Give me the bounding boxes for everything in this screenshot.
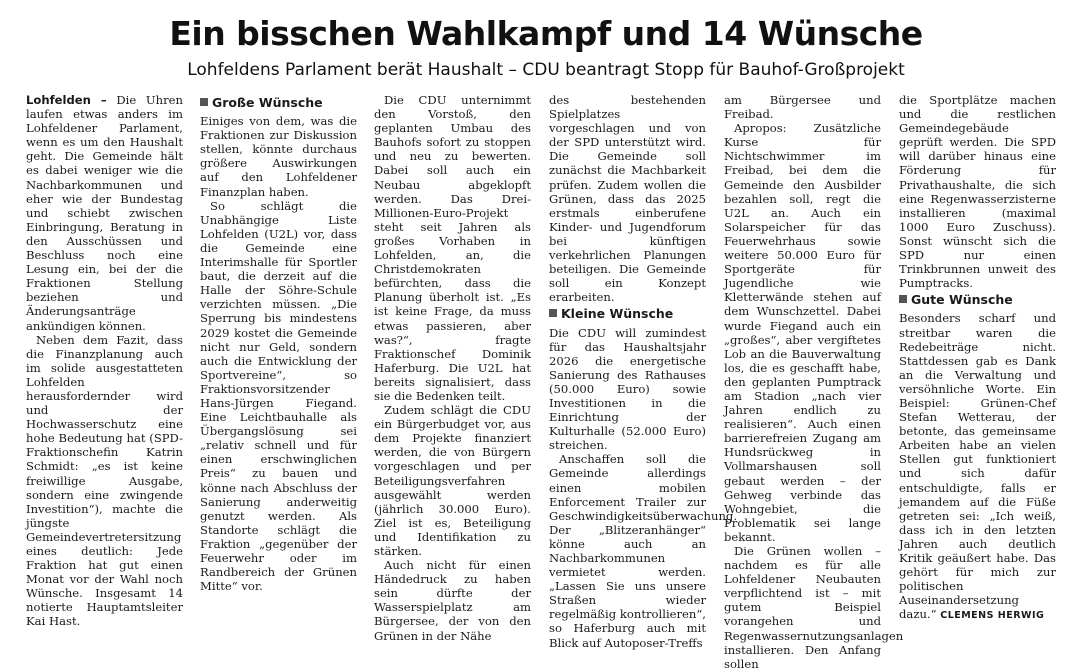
square-bullet-icon bbox=[200, 98, 208, 106]
subheading bbox=[549, 307, 706, 321]
paragraph: Die CDU will zumindest für das Haushaltsjahr 2026 die energetische Sanierung des Rathauses (50.000 Euro) sowie Investitionen in die Einrichtung der Kulturhalle (52.000 Euro) streichen. bbox=[549, 325, 706, 453]
article-headline: Ein bisschen Wahlkampf und 14 Wünsche bbox=[169, 14, 923, 53]
column-4 bbox=[549, 93, 738, 650]
paragraph: am Bürgersee und Freibad. bbox=[724, 93, 881, 122]
column-5 bbox=[724, 93, 904, 671]
paragraph: Einiges von dem, was die Fraktionen zur Diskussion stellen, könnte durchaus größere Auswirkungen auf den Lohfeldener Finanzplan haben. bbox=[200, 114, 357, 199]
paragraph: Zudem schlägt die CDU ein Bürgerbudget vor, aus dem Projekte finanziert werden, die von Bürgern vorgeschlagen und per Beteiligungsverfahren ausgewählt werden (jährlich 30.000 Euro). Ziel ist es, Beteiligung und Identifikation zu stärken. bbox=[374, 403, 531, 558]
paragraph bbox=[899, 311, 1056, 623]
paragraph: Die Grünen wollen – nachdem es für alle Lohfeldener Neubauten verpflichtend ist – mit gutem Beispiel vorangehen und Regenwassernutzungsanlagen installieren. Den Anfang sollen bbox=[724, 544, 904, 671]
paragraph: Auch nicht für einen Händedruck zu haben sein dürfte der Wasserspielplatz am Bürgersee, der von den Grünen in der Nähe bbox=[374, 558, 531, 643]
subheading-text: Große Wünsche bbox=[212, 95, 323, 110]
square-bullet-icon bbox=[899, 295, 907, 303]
square-bullet-icon bbox=[549, 309, 557, 317]
subheading bbox=[200, 96, 357, 110]
dateline: Lohfelden – bbox=[26, 93, 107, 107]
column-3 bbox=[374, 93, 531, 643]
article-subheadline: Lohfeldens Parlament berät Haushalt – CDU beantragt Stopp für Bauhof-Großprojekt bbox=[187, 60, 905, 80]
subheading-text: Kleine Wünsche bbox=[561, 306, 674, 322]
paragraph-text: Die Uhren laufen etwas anders im Lohfeldener Parlament, wenn es um den Haushalt geht. Die Gemeinde hält es dabei weniger wie die Nachbarkommunen und eher wie der Bundestag und schiebt zwischen Einbringung, Beratung in den Ausschüssen und Beschluss noch eine Lesung ein, bei der die Fraktionen Stellung beziehen und Änderungsanträge ankündigen können. bbox=[26, 93, 183, 333]
column-6 bbox=[899, 93, 1056, 623]
paragraph: Anschaffen soll die Gemeinde allerdings einen mobilen Enforcement Trailer zur Geschwindigkeitsüberwachung. Der „Blitzeranhänger“ könne auch an Nachbarkommunen vermietet werden. „Lassen Sie uns unsere Straßen wieder regelmäßig kontrollieren“, so Haferburg auch mit Blick auf Autoposer-Treffs bbox=[549, 452, 738, 650]
paragraph: des bestehenden Spielplatzes vorgeschlagen und von der SPD unterstützt wird. Die Gemeinde soll zunächst die Machbarkeit prüfen. Zudem wollen die Grünen, dass das 2025 erstmals einberufene Kinder- und Jugendforum bei künftigen verkehrlichen Planungen beteiligen. Die Gemeinde soll ein Konzept erarbeiten. bbox=[549, 93, 706, 305]
paragraph: Neben dem Fazit, dass die Finanzplanung auch im solide ausgestatteten Lohfelden herausfordernder wird und der Hochwasserschutz eine hohe Bedeutung hat (SPD-Fraktionschefin Katrin Schmidt: „es ist keine freiwillige Ausgabe, sondern eine zwingende Investition“), machte die jüngste Gemeindevertretersitzung eines deutlich: Jede Fraktion hat gut einen Monat vor der Wahl noch Wünsche. Insgesamt 14 notierte Hauptamtsleiter Kai Hast. bbox=[26, 332, 183, 629]
paragraph bbox=[26, 93, 183, 333]
subheading bbox=[899, 293, 1056, 307]
paragraph: Die CDU unternimmt den Vorstoß, den geplanten Umbau des Bauhofs sofort zu stoppen und neu zu bewerten. Dabei soll auch ein Neubau abgeklopft werden. Das Drei-Millionen-Euro-Projekt steht seit Jahren als großes Vorhaben in Lohfelden, an, die Christdemokraten befürchten, dass die Planung überholt ist. „Es ist keine Frage, da muss etwas passieren, aber was?“, fragte Fraktionschef Dominik Haferburg. Die U2L hat bereits signalisiert, dass sie die Bedenken teilt. bbox=[374, 93, 531, 403]
paragraph-text: Besonders scharf und streitbar waren die Redebeiträge nicht. Stattdessen gab es Dank an die Verwaltung und versöhnliche Worte. Ein Beispiel: Grünen-Chef Stefan Wetterau, der betonte, das gemeinsame Arbeiten habe an vielen Stellen gut funktioniert und sich dafür entschuldigte, falls er jemandem auf die Füße getreten sei: „Ich weiß, dass ich in den letzten Jahren auch deutlich Kritik geäußert habe. Das gehört für mich zur politischen Auseinandersetzung dazu.“ bbox=[899, 311, 1056, 622]
paragraph: die Sportplätze machen und die restlichen Gemeindegebäude geprüft werden. Die SPD will darüber hinaus eine Förderung für Privathaushalte, die sich eine Regenwasserzisterne installieren (maximal 1000 Euro Zuschuss). Sonst wünscht sich die SPD nur einen Trinkbrunnen unweit des Pumptracks. bbox=[899, 93, 1056, 291]
subheading-text: Gute Wünsche bbox=[911, 292, 1013, 308]
column-1 bbox=[26, 93, 183, 629]
paragraph: So schlägt die Unabhängige Liste Lohfelden (U2L) vor, dass die Gemeinde eine Interimshalle für Sportler baut, die derzeit auf die Halle der Söhre-Schule verzichten müssen. „Die Sperrung bis mindestens 2029 kostet die Gemeinde nicht nur Geld, sondern auch die Entwicklung der Sportvereine“, so Fraktionsvorsitzender Hans-Jürgen Fiegand. Eine Leichtbauhalle als Übergangslösung sei „relativ schnell und für einen erschwinglichen Preis“ zu bauen und könne nach Abschluss der Sanierung anderweitig genutzt werden. Als Standorte schlägt die Fraktion „gegenüber der Feuerwehr oder im Randbereich der Grünen Mitte“ vor. bbox=[200, 198, 357, 594]
author-byline: CLEMENS HERWIG bbox=[940, 610, 1045, 622]
paragraph: Apropos: Zusätzliche Kurse für Nichtschwimmer im Freibad, bei dem die Gemeinde den Ausbilder bezahlen soll, regt die U2L an. Auch ein Solarspeicher für das Feuerwehrhaus sowie weitere 50.000 Euro für Sportgeräte für Jugendliche wie Kletterwände stehen auf dem Wunschzettel. Dabei wurde Fiegand auch ein „großes“, aber vergiftetes Lob an die Bauverwaltung los, die es geschafft habe, den geplanten Pumptrack am Stadion „nach vier Jahren endlich zu realisieren“. Auch einen barrierefreien Zugang am Hundsrückweg in Vollmarshausen soll gebaut werden – der Gehweg verbinde das Wohngebiet, die Problematik sei lange bekannt. bbox=[724, 121, 881, 544]
column-2 bbox=[200, 93, 357, 593]
